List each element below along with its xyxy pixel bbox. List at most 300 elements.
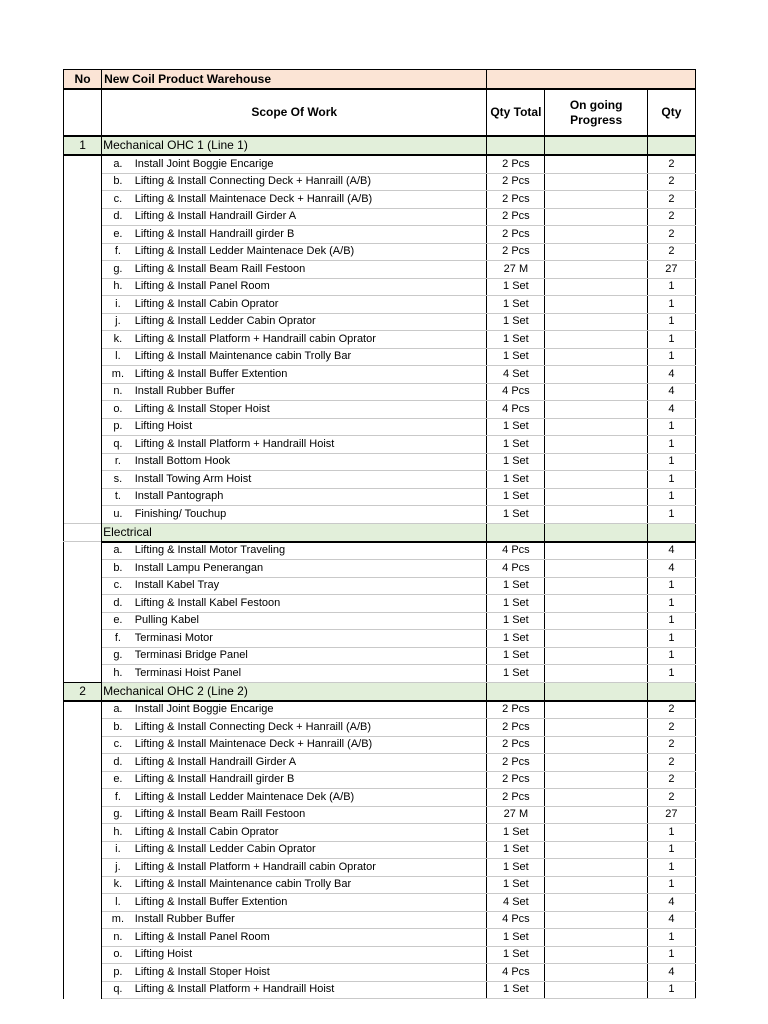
scope-table — [63, 69, 696, 999]
item-qty-total: 2 Pcs — [487, 243, 545, 261]
row-number-cell — [64, 173, 102, 191]
table-row — [64, 894, 696, 912]
item-letter: e. — [102, 226, 134, 244]
item-description: Lifting & Install Platform + Handraill Hoist — [134, 436, 487, 454]
item-letter: n. — [102, 929, 134, 947]
item-qty-total: 1 Set — [487, 418, 545, 436]
item-qty: 2 — [647, 191, 695, 209]
section-title: Electrical — [102, 523, 487, 542]
section-number: 1 — [64, 136, 102, 155]
item-letter: h. — [102, 824, 134, 842]
table-row — [64, 824, 696, 842]
section-ongoing-cell — [545, 136, 647, 155]
item-qty-total: 2 Pcs — [487, 226, 545, 244]
item-letter: s. — [102, 471, 134, 489]
item-qty-total: 1 Set — [487, 612, 545, 630]
item-qty: 1 — [647, 981, 695, 999]
item-description: Lifting & Install Ledder Maintenace Dek (A/B) — [134, 789, 487, 807]
table-row — [64, 191, 696, 209]
item-qty-total: 2 Pcs — [487, 719, 545, 737]
item-qty: 2 — [647, 155, 695, 173]
item-ongoing — [545, 208, 647, 226]
row-number-cell — [64, 911, 102, 929]
item-description: Finishing/ Touchup — [134, 506, 487, 524]
row-number-cell — [64, 243, 102, 261]
section-number: 2 — [64, 682, 102, 701]
row-number-cell — [64, 278, 102, 296]
item-ongoing — [545, 577, 647, 595]
section-title: Mechanical OHC 2 (Line 2) — [102, 682, 487, 701]
table-body — [64, 70, 696, 999]
table-row — [64, 366, 696, 384]
item-letter: k. — [102, 876, 134, 894]
item-ongoing — [545, 278, 647, 296]
item-ongoing — [545, 471, 647, 489]
item-description: Install Rubber Buffer — [134, 911, 487, 929]
item-description: Lifting & Install Platform + Handraill Hoist — [134, 981, 487, 999]
item-qty: 4 — [647, 894, 695, 912]
section-title: Mechanical OHC 1 (Line 1) — [102, 136, 487, 155]
item-qty-total: 1 Set — [487, 278, 545, 296]
row-number-cell — [64, 789, 102, 807]
item-ongoing — [545, 754, 647, 772]
table-row — [64, 506, 696, 524]
table-row — [64, 647, 696, 665]
item-ongoing — [545, 296, 647, 314]
row-number-cell — [64, 155, 102, 173]
table-row — [64, 383, 696, 401]
item-letter: c. — [102, 736, 134, 754]
item-description: Lifting & Install Maintenance cabin Trolly Bar — [134, 876, 487, 894]
table-row — [64, 155, 696, 173]
item-qty-total: 1 Set — [487, 488, 545, 506]
item-qty-total: 27 M — [487, 261, 545, 279]
row-number-cell — [64, 191, 102, 209]
item-description: Lifting & Install Ledder Cabin Oprator — [134, 841, 487, 859]
item-letter: b. — [102, 719, 134, 737]
item-qty-total: 1 Set — [487, 841, 545, 859]
item-qty-total: 1 Set — [487, 436, 545, 454]
item-ongoing — [545, 612, 647, 630]
item-description: Terminasi Bridge Panel — [134, 647, 487, 665]
table-row — [64, 208, 696, 226]
table-row — [64, 261, 696, 279]
section-qty-cell — [647, 523, 695, 542]
item-qty-total: 2 Pcs — [487, 771, 545, 789]
row-number-cell — [64, 754, 102, 772]
row-number-cell — [64, 331, 102, 349]
section-qty-cell — [647, 682, 695, 701]
section-number — [64, 523, 102, 542]
item-letter: p. — [102, 964, 134, 982]
item-ongoing — [545, 226, 647, 244]
row-number-cell — [64, 436, 102, 454]
item-qty: 1 — [647, 453, 695, 471]
item-ongoing — [545, 841, 647, 859]
item-qty: 2 — [647, 701, 695, 719]
row-number-cell — [64, 577, 102, 595]
section-row — [64, 682, 696, 701]
row-number-cell — [64, 876, 102, 894]
item-letter: f. — [102, 789, 134, 807]
item-letter: o. — [102, 401, 134, 419]
item-qty-total: 2 Pcs — [487, 208, 545, 226]
item-description: Pulling Kabel — [134, 612, 487, 630]
row-number-cell — [64, 313, 102, 331]
item-qty: 2 — [647, 736, 695, 754]
item-description: Lifting & Install Platform + Handraill cabin Oprator — [134, 331, 487, 349]
item-qty-total: 4 Pcs — [487, 560, 545, 578]
table-row — [64, 436, 696, 454]
item-qty-total: 1 Set — [487, 876, 545, 894]
item-qty: 1 — [647, 278, 695, 296]
table-row — [64, 630, 696, 648]
item-letter: h. — [102, 278, 134, 296]
row-number-cell — [64, 595, 102, 613]
item-letter: q. — [102, 436, 134, 454]
item-qty-total: 2 Pcs — [487, 191, 545, 209]
item-letter: p. — [102, 418, 134, 436]
item-description: Lifting & Install Cabin Oprator — [134, 296, 487, 314]
item-description: Lifting & Install Panel Room — [134, 929, 487, 947]
item-qty: 1 — [647, 313, 695, 331]
item-ongoing — [545, 929, 647, 947]
item-qty: 1 — [647, 876, 695, 894]
item-letter: a. — [102, 701, 134, 719]
item-ongoing — [545, 789, 647, 807]
item-description: Lifting & Install Beam Raill Festoon — [134, 806, 487, 824]
item-description: Lifting & Install Kabel Festoon — [134, 595, 487, 613]
header-row — [64, 89, 696, 136]
item-qty: 2 — [647, 771, 695, 789]
item-description: Install Lampu Penerangan — [134, 560, 487, 578]
row-number-cell — [64, 736, 102, 754]
item-qty: 1 — [647, 665, 695, 683]
section-qty-total-cell — [487, 682, 545, 701]
item-qty: 4 — [647, 366, 695, 384]
item-ongoing — [545, 719, 647, 737]
item-ongoing — [545, 824, 647, 842]
item-ongoing — [545, 894, 647, 912]
row-number-cell — [64, 226, 102, 244]
row-number-cell — [64, 401, 102, 419]
item-letter: n. — [102, 383, 134, 401]
table-row — [64, 876, 696, 894]
item-qty: 1 — [647, 595, 695, 613]
item-ongoing — [545, 261, 647, 279]
item-description: Lifting & Install Panel Room — [134, 278, 487, 296]
item-letter: o. — [102, 946, 134, 964]
item-description: Lifting & Install Buffer Extention — [134, 894, 487, 912]
item-qty-total: 1 Set — [487, 453, 545, 471]
row-number-cell — [64, 418, 102, 436]
row-number-cell — [64, 560, 102, 578]
item-qty: 1 — [647, 348, 695, 366]
table-row — [64, 754, 696, 772]
item-qty: 1 — [647, 946, 695, 964]
item-description: Install Bottom Hook — [134, 453, 487, 471]
item-letter: m. — [102, 911, 134, 929]
item-letter: k. — [102, 331, 134, 349]
no-label: No — [64, 70, 102, 90]
item-letter: h. — [102, 665, 134, 683]
row-number-cell — [64, 471, 102, 489]
item-qty-total: 2 Pcs — [487, 754, 545, 772]
table-row — [64, 313, 696, 331]
item-letter: i. — [102, 841, 134, 859]
header-no-cell — [64, 89, 102, 136]
section-qty-total-cell — [487, 523, 545, 542]
table-row — [64, 577, 696, 595]
item-letter: c. — [102, 577, 134, 595]
item-qty-total: 4 Pcs — [487, 542, 545, 560]
table-row — [64, 348, 696, 366]
section-row — [64, 523, 696, 542]
item-qty: 1 — [647, 824, 695, 842]
item-qty-total: 1 Set — [487, 630, 545, 648]
row-number-cell — [64, 824, 102, 842]
item-qty-total: 4 Pcs — [487, 401, 545, 419]
table-row — [64, 964, 696, 982]
item-qty: 2 — [647, 208, 695, 226]
item-letter: a. — [102, 155, 134, 173]
item-letter: c. — [102, 191, 134, 209]
item-ongoing — [545, 506, 647, 524]
item-qty: 1 — [647, 471, 695, 489]
item-qty: 1 — [647, 647, 695, 665]
row-number-cell — [64, 719, 102, 737]
item-ongoing — [545, 647, 647, 665]
item-description: Lifting Hoist — [134, 946, 487, 964]
item-ongoing — [545, 191, 647, 209]
table-row — [64, 736, 696, 754]
item-qty: 2 — [647, 719, 695, 737]
item-qty-total: 1 Set — [487, 296, 545, 314]
row-number-cell — [64, 859, 102, 877]
item-ongoing — [545, 665, 647, 683]
item-description: Lifting & Install Buffer Extention — [134, 366, 487, 384]
table-row — [64, 612, 696, 630]
item-description: Lifting & Install Maintenace Deck + Hanraill (A/B) — [134, 191, 487, 209]
table-row — [64, 771, 696, 789]
row-number-cell — [64, 612, 102, 630]
item-ongoing — [545, 366, 647, 384]
table-row — [64, 243, 696, 261]
item-description: Install Joint Boggie Encarige — [134, 155, 487, 173]
table-row — [64, 488, 696, 506]
item-letter: i. — [102, 296, 134, 314]
item-qty: 1 — [647, 331, 695, 349]
item-ongoing — [545, 401, 647, 419]
row-number-cell — [64, 506, 102, 524]
item-qty-total: 1 Set — [487, 824, 545, 842]
item-description: Lifting & Install Handraill girder B — [134, 226, 487, 244]
table-row — [64, 278, 696, 296]
item-letter: f. — [102, 243, 134, 261]
item-description: Install Towing Arm Hoist — [134, 471, 487, 489]
row-number-cell — [64, 261, 102, 279]
row-number-cell — [64, 701, 102, 719]
worksheet — [63, 69, 696, 999]
item-qty: 1 — [647, 296, 695, 314]
item-qty: 1 — [647, 506, 695, 524]
item-qty-total: 27 M — [487, 806, 545, 824]
table-row — [64, 841, 696, 859]
item-qty: 1 — [647, 418, 695, 436]
item-qty-total: 1 Set — [487, 665, 545, 683]
item-qty: 1 — [647, 841, 695, 859]
item-qty-total: 4 Pcs — [487, 383, 545, 401]
item-ongoing — [545, 736, 647, 754]
item-description: Lifting & Install Maintenace Deck + Hanraill (A/B) — [134, 736, 487, 754]
item-qty: 4 — [647, 401, 695, 419]
item-description: Install Pantograph — [134, 488, 487, 506]
item-ongoing — [545, 630, 647, 648]
header-ongoing: On going Progress — [545, 89, 647, 136]
row-number-cell — [64, 647, 102, 665]
item-letter: u. — [102, 506, 134, 524]
item-description: Lifting & Install Connecting Deck + Hanraill (A/B) — [134, 173, 487, 191]
item-ongoing — [545, 560, 647, 578]
item-qty: 4 — [647, 383, 695, 401]
item-qty: 1 — [647, 630, 695, 648]
row-number-cell — [64, 665, 102, 683]
item-letter: l. — [102, 894, 134, 912]
row-number-cell — [64, 488, 102, 506]
item-ongoing — [545, 876, 647, 894]
item-ongoing — [545, 806, 647, 824]
item-qty-total: 2 Pcs — [487, 173, 545, 191]
item-qty: 1 — [647, 436, 695, 454]
item-qty-total: 1 Set — [487, 595, 545, 613]
item-ongoing — [545, 488, 647, 506]
table-row — [64, 173, 696, 191]
header-scope: Scope Of Work — [102, 89, 487, 136]
item-ongoing — [545, 331, 647, 349]
title-row — [64, 70, 696, 90]
table-row — [64, 789, 696, 807]
item-description: Install Kabel Tray — [134, 577, 487, 595]
table-row — [64, 911, 696, 929]
item-letter: f. — [102, 630, 134, 648]
row-number-cell — [64, 771, 102, 789]
item-ongoing — [545, 436, 647, 454]
item-qty: 4 — [647, 964, 695, 982]
item-ongoing — [545, 859, 647, 877]
item-letter: d. — [102, 754, 134, 772]
item-letter: a. — [102, 542, 134, 560]
table-row — [64, 296, 696, 314]
row-number-cell — [64, 981, 102, 999]
table-row — [64, 401, 696, 419]
item-description: Lifting & Install Beam Raill Festoon — [134, 261, 487, 279]
row-number-cell — [64, 296, 102, 314]
item-letter: d. — [102, 208, 134, 226]
item-letter: g. — [102, 806, 134, 824]
row-number-cell — [64, 630, 102, 648]
row-number-cell — [64, 841, 102, 859]
item-qty: 2 — [647, 754, 695, 772]
item-qty-total: 2 Pcs — [487, 701, 545, 719]
item-qty: 2 — [647, 789, 695, 807]
table-row — [64, 859, 696, 877]
item-letter: g. — [102, 261, 134, 279]
row-number-cell — [64, 542, 102, 560]
item-letter: b. — [102, 560, 134, 578]
row-number-cell — [64, 383, 102, 401]
item-qty-total: 1 Set — [487, 929, 545, 947]
table-row — [64, 981, 696, 999]
item-ongoing — [545, 911, 647, 929]
section-ongoing-cell — [545, 523, 647, 542]
item-letter: b. — [102, 173, 134, 191]
item-ongoing — [545, 453, 647, 471]
item-description: Install Rubber Buffer — [134, 383, 487, 401]
row-number-cell — [64, 806, 102, 824]
item-letter: j. — [102, 313, 134, 331]
item-qty-total: 1 Set — [487, 859, 545, 877]
section-qty-total-cell — [487, 136, 545, 155]
item-qty-total: 4 Set — [487, 366, 545, 384]
item-ongoing — [545, 418, 647, 436]
item-ongoing — [545, 701, 647, 719]
item-ongoing — [545, 348, 647, 366]
item-qty-total: 4 Pcs — [487, 964, 545, 982]
item-qty-total: 1 Set — [487, 313, 545, 331]
item-description: Terminasi Hoist Panel — [134, 665, 487, 683]
item-ongoing — [545, 542, 647, 560]
item-letter: e. — [102, 771, 134, 789]
item-qty-total: 1 Set — [487, 981, 545, 999]
table-row — [64, 665, 696, 683]
section-qty-cell — [647, 136, 695, 155]
table-row — [64, 471, 696, 489]
item-qty: 1 — [647, 577, 695, 595]
item-ongoing — [545, 243, 647, 261]
item-description: Lifting & Install Stoper Hoist — [134, 964, 487, 982]
item-letter: j. — [102, 859, 134, 877]
item-qty-total: 2 Pcs — [487, 736, 545, 754]
item-description: Lifting & Install Handraill girder B — [134, 771, 487, 789]
item-letter: m. — [102, 366, 134, 384]
item-ongoing — [545, 383, 647, 401]
item-description: Lifting & Install Stoper Hoist — [134, 401, 487, 419]
row-number-cell — [64, 208, 102, 226]
item-qty-total: 4 Set — [487, 894, 545, 912]
item-qty: 1 — [647, 859, 695, 877]
item-ongoing — [545, 946, 647, 964]
item-qty: 1 — [647, 929, 695, 947]
item-qty: 4 — [647, 542, 695, 560]
table-row — [64, 595, 696, 613]
item-qty: 4 — [647, 911, 695, 929]
item-qty: 1 — [647, 488, 695, 506]
item-qty: 27 — [647, 806, 695, 824]
item-letter: d. — [102, 595, 134, 613]
item-qty-total: 1 Set — [487, 647, 545, 665]
item-description: Lifting & Install Connecting Deck + Hanraill (A/B) — [134, 719, 487, 737]
row-number-cell — [64, 946, 102, 964]
table-row — [64, 946, 696, 964]
item-qty: 1 — [647, 612, 695, 630]
item-qty-total: 1 Set — [487, 506, 545, 524]
section-row — [64, 136, 696, 155]
item-description: Lifting & Install Ledder Maintenace Dek (A/B) — [134, 243, 487, 261]
table-row — [64, 453, 696, 471]
item-qty: 2 — [647, 173, 695, 191]
table-row — [64, 331, 696, 349]
item-qty: 2 — [647, 243, 695, 261]
